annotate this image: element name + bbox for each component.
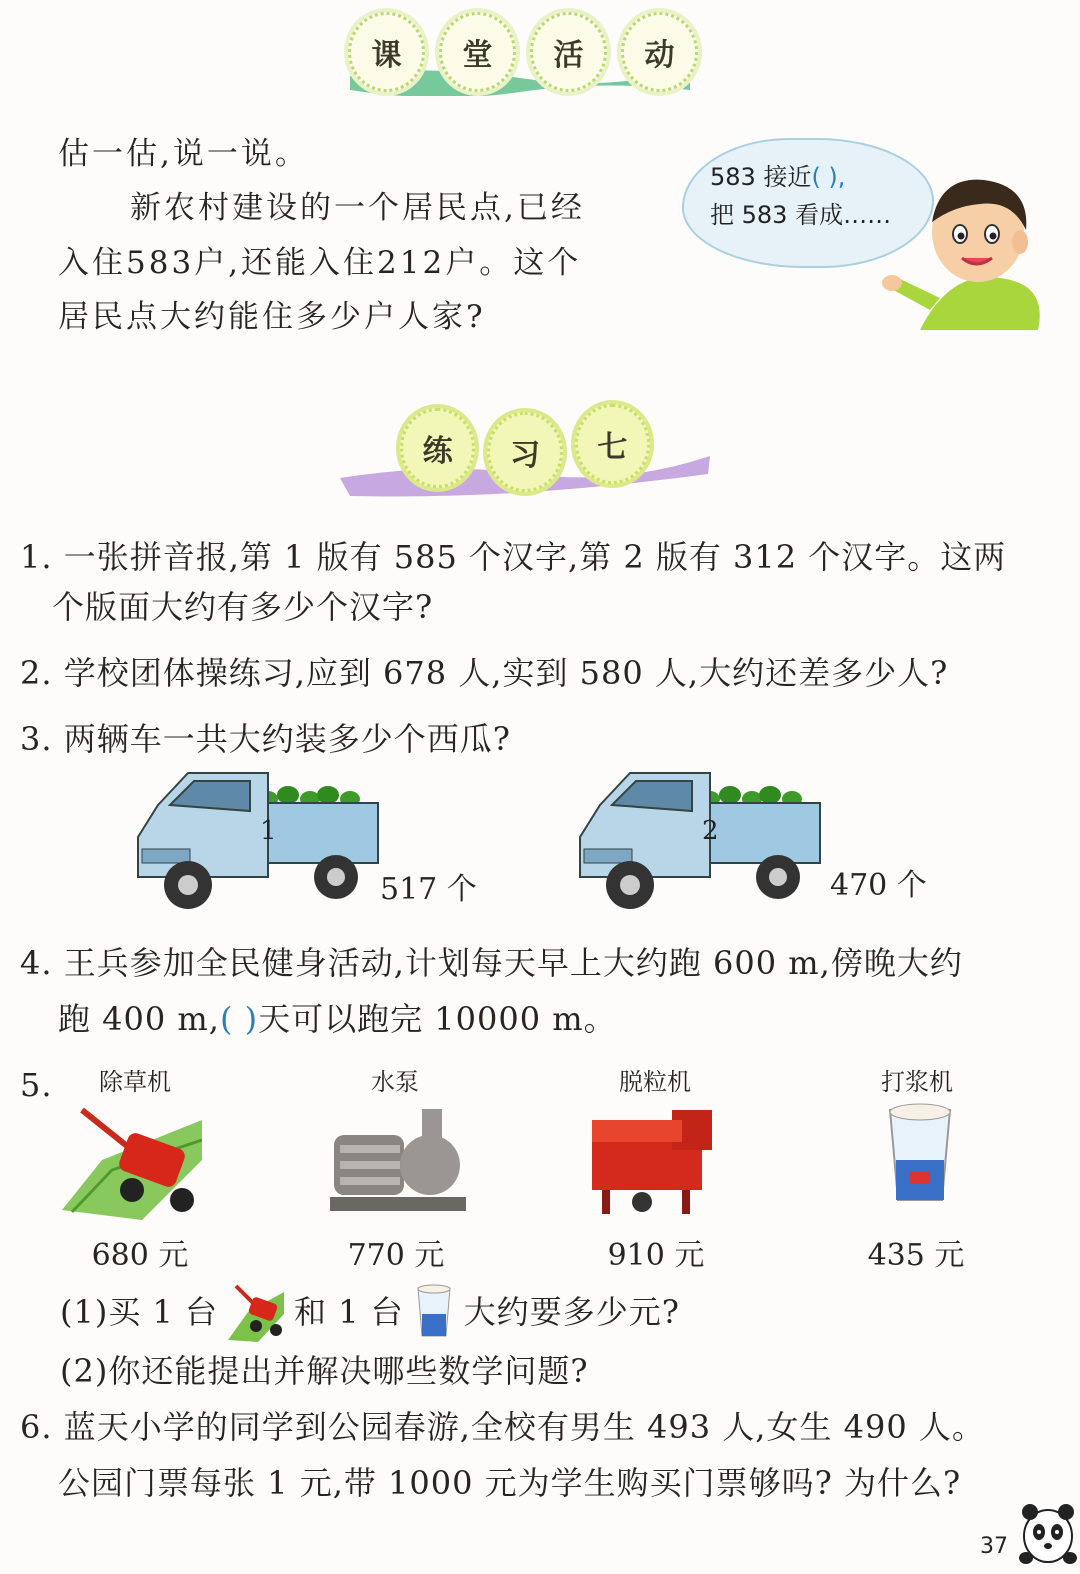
lawn-mower-icon bbox=[62, 1100, 202, 1220]
exercise-char-1: 练 bbox=[400, 408, 475, 488]
machine-1-name: 除草机 bbox=[99, 1068, 171, 1096]
question-4-blank: ( ) bbox=[219, 1000, 259, 1038]
question-2: 2. 学校团体操练习,应到 678 人,实到 580 人,大约还差多少人? bbox=[20, 654, 949, 692]
question-4-text-b: 天可以跑完 10000 m。 bbox=[258, 1000, 617, 1038]
question-6-line-1: 6. 蓝天小学的同学到公园春游,全校有男生 493 人,女生 490 人。 bbox=[20, 1408, 985, 1446]
thresher-icon bbox=[582, 1100, 732, 1220]
small-lawn-mower-icon bbox=[228, 1282, 284, 1342]
bubble-line-1: 583 接近 bbox=[710, 163, 812, 191]
banner-char-4: 动 bbox=[621, 12, 698, 92]
question-4-line-2 bbox=[58, 994, 617, 1044]
question-5-sub-1-text-b: 和 1 台 bbox=[294, 1293, 404, 1331]
truck-2-number: 2 bbox=[702, 816, 719, 846]
machine-2-name: 水泵 bbox=[371, 1068, 419, 1096]
exercise-char-2: 习 bbox=[487, 412, 562, 492]
machine-4-name: 打浆机 bbox=[881, 1068, 953, 1096]
question-3: 3. 两辆车一共大约装多少个西瓜? bbox=[20, 720, 511, 758]
question-5-number: 5. bbox=[20, 1066, 53, 1104]
question-1-line-1: 1. 一张拼音报,第 1 版有 585 个汉字,第 2 版有 312 个汉字。这两 bbox=[20, 538, 1007, 576]
question-4-line-1: 4. 王兵参加全民健身活动,计划每天早上大约跑 600 m,傍晚大约 bbox=[20, 944, 963, 982]
truck-1-number: 1 bbox=[260, 816, 277, 846]
activity-line-2: 入住583户,还能入住212户。这个 bbox=[58, 245, 582, 281]
panda-icon bbox=[1018, 1496, 1078, 1570]
machine-4-price: 435 元 bbox=[867, 1238, 965, 1273]
banner-char-2: 堂 bbox=[439, 12, 516, 92]
blender-icon bbox=[880, 1100, 960, 1220]
question-5-sub-2: (2)你还能提出并解决哪些数学问题? bbox=[60, 1352, 589, 1390]
exercise-char-3: 七 bbox=[575, 404, 650, 484]
exercise-banner bbox=[330, 400, 720, 505]
activity-banner bbox=[340, 6, 700, 96]
question-5-sub-1-text-c: 大约要多少元? bbox=[463, 1293, 680, 1331]
machine-1-price: 680 元 bbox=[91, 1238, 189, 1273]
boy-illustration bbox=[880, 160, 1060, 340]
water-pump-icon bbox=[330, 1105, 470, 1215]
banner-char-3: 活 bbox=[530, 12, 607, 92]
question-5-sub-1-text-a: (1)买 1 台 bbox=[60, 1293, 219, 1331]
question-4-text-a: 跑 400 m, bbox=[58, 1000, 220, 1038]
truck-1-count: 517 个 bbox=[380, 872, 477, 907]
truck-2-count: 470 个 bbox=[830, 868, 927, 903]
question-1-line-2: 个版面大约有多少个汉字? bbox=[52, 588, 434, 626]
machine-3-name: 脱粒机 bbox=[619, 1068, 691, 1096]
activity-line-3: 居民点大约能住多少户人家? bbox=[58, 299, 486, 335]
machine-2-price: 770 元 bbox=[347, 1238, 445, 1273]
activity-lead: 估一估,说一说。 bbox=[58, 136, 309, 172]
small-blender-icon bbox=[414, 1284, 454, 1340]
page-number: 37 bbox=[980, 1534, 1008, 1559]
machine-3-price: 910 元 bbox=[607, 1238, 705, 1273]
question-6-line-2: 公园门票每张 1 元,带 1000 元为学生购买门票够吗? 为什么? bbox=[58, 1464, 962, 1502]
truck-1-illustration bbox=[128, 765, 388, 915]
question-5-sub-1 bbox=[60, 1282, 680, 1342]
truck-2-illustration bbox=[570, 765, 830, 915]
bubble-paren: ( ), bbox=[811, 163, 846, 191]
bubble-line-2: 把 583 看成…… bbox=[710, 201, 892, 229]
activity-line-1: 新农村建设的一个居民点,已经 bbox=[130, 190, 585, 226]
banner-char-1: 课 bbox=[348, 12, 425, 92]
